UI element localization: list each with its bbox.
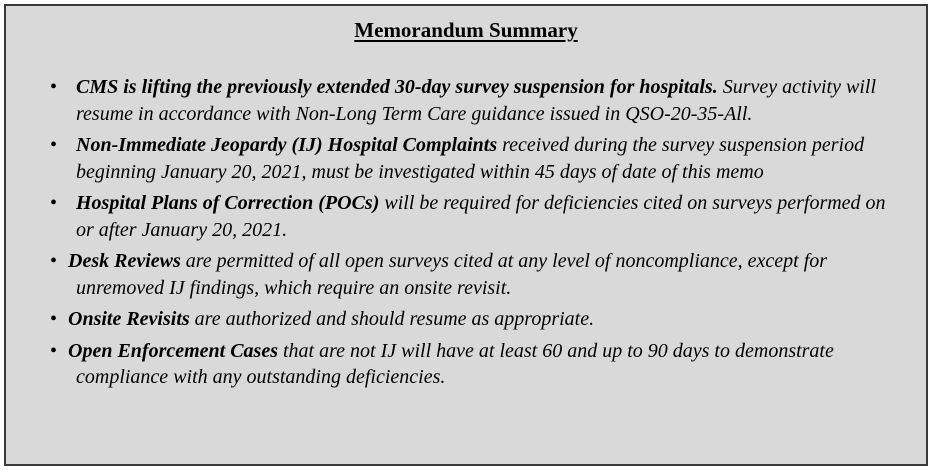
bullet-icon: • (50, 134, 58, 156)
bullet-text (6, 74, 906, 127)
bullet-lead-text: Desk Reviews (68, 250, 181, 272)
summary-bullet-list (6, 74, 906, 396)
bullet-icon: • (50, 308, 58, 330)
bullet-text (6, 306, 906, 333)
summary-bullet-item (6, 190, 906, 243)
bullet-body-text: will be required for deficiencies cited on surveys performed on or after January 20, 2021. (76, 192, 886, 241)
bullet-icon: • (50, 192, 58, 214)
summary-bullet-item (6, 306, 906, 333)
bullet-body-text: that are not IJ will have at least 60 and up to 90 days to demonstrate compliance with any outstanding deficiencies. (76, 339, 834, 388)
summary-bullet-item (6, 338, 906, 391)
bullet-lead-text: Onsite Revisits (68, 308, 190, 330)
bullet-text (6, 338, 906, 391)
bullet-body-text: are authorized and should resume as appropriate. (189, 308, 595, 330)
bullet-text (6, 190, 906, 243)
bullet-icon: • (50, 76, 58, 98)
bullet-text (6, 132, 906, 185)
bullet-lead-text: Non-Immediate Jeopardy (IJ) Hospital Complaints (76, 134, 498, 156)
bullet-body-text: are permitted of all open surveys cited at any level of noncompliance, except for unremoved IJ findings, which require an onsite revisit. (76, 250, 828, 299)
bullet-icon: • (50, 250, 58, 272)
bullet-lead-text: Hospital Plans of Correction (POCs) (76, 192, 380, 214)
bullet-text (6, 248, 906, 301)
bullet-body-text: received during the survey suspension period beginning January 20, 2021, must be investigated within 45 days of date of this memo (76, 134, 865, 183)
bullet-lead-text: Open Enforcement Cases (68, 339, 278, 362)
bullet-body-text: Survey activity will resume in accordance with Non-Long Term Care guidance issued in QSO-20-35-All. (76, 76, 876, 125)
bullet-lead-text: CMS is lifting the previously extended 30-day survey suspension for hospitals. (76, 76, 718, 98)
memo-title: Memorandum Summary (354, 18, 578, 42)
bullet-icon: • (50, 339, 58, 362)
summary-bullet-item (6, 132, 906, 185)
memorandum-summary-box (4, 4, 928, 466)
summary-bullet-item (6, 248, 906, 301)
summary-bullet-item (6, 74, 906, 127)
